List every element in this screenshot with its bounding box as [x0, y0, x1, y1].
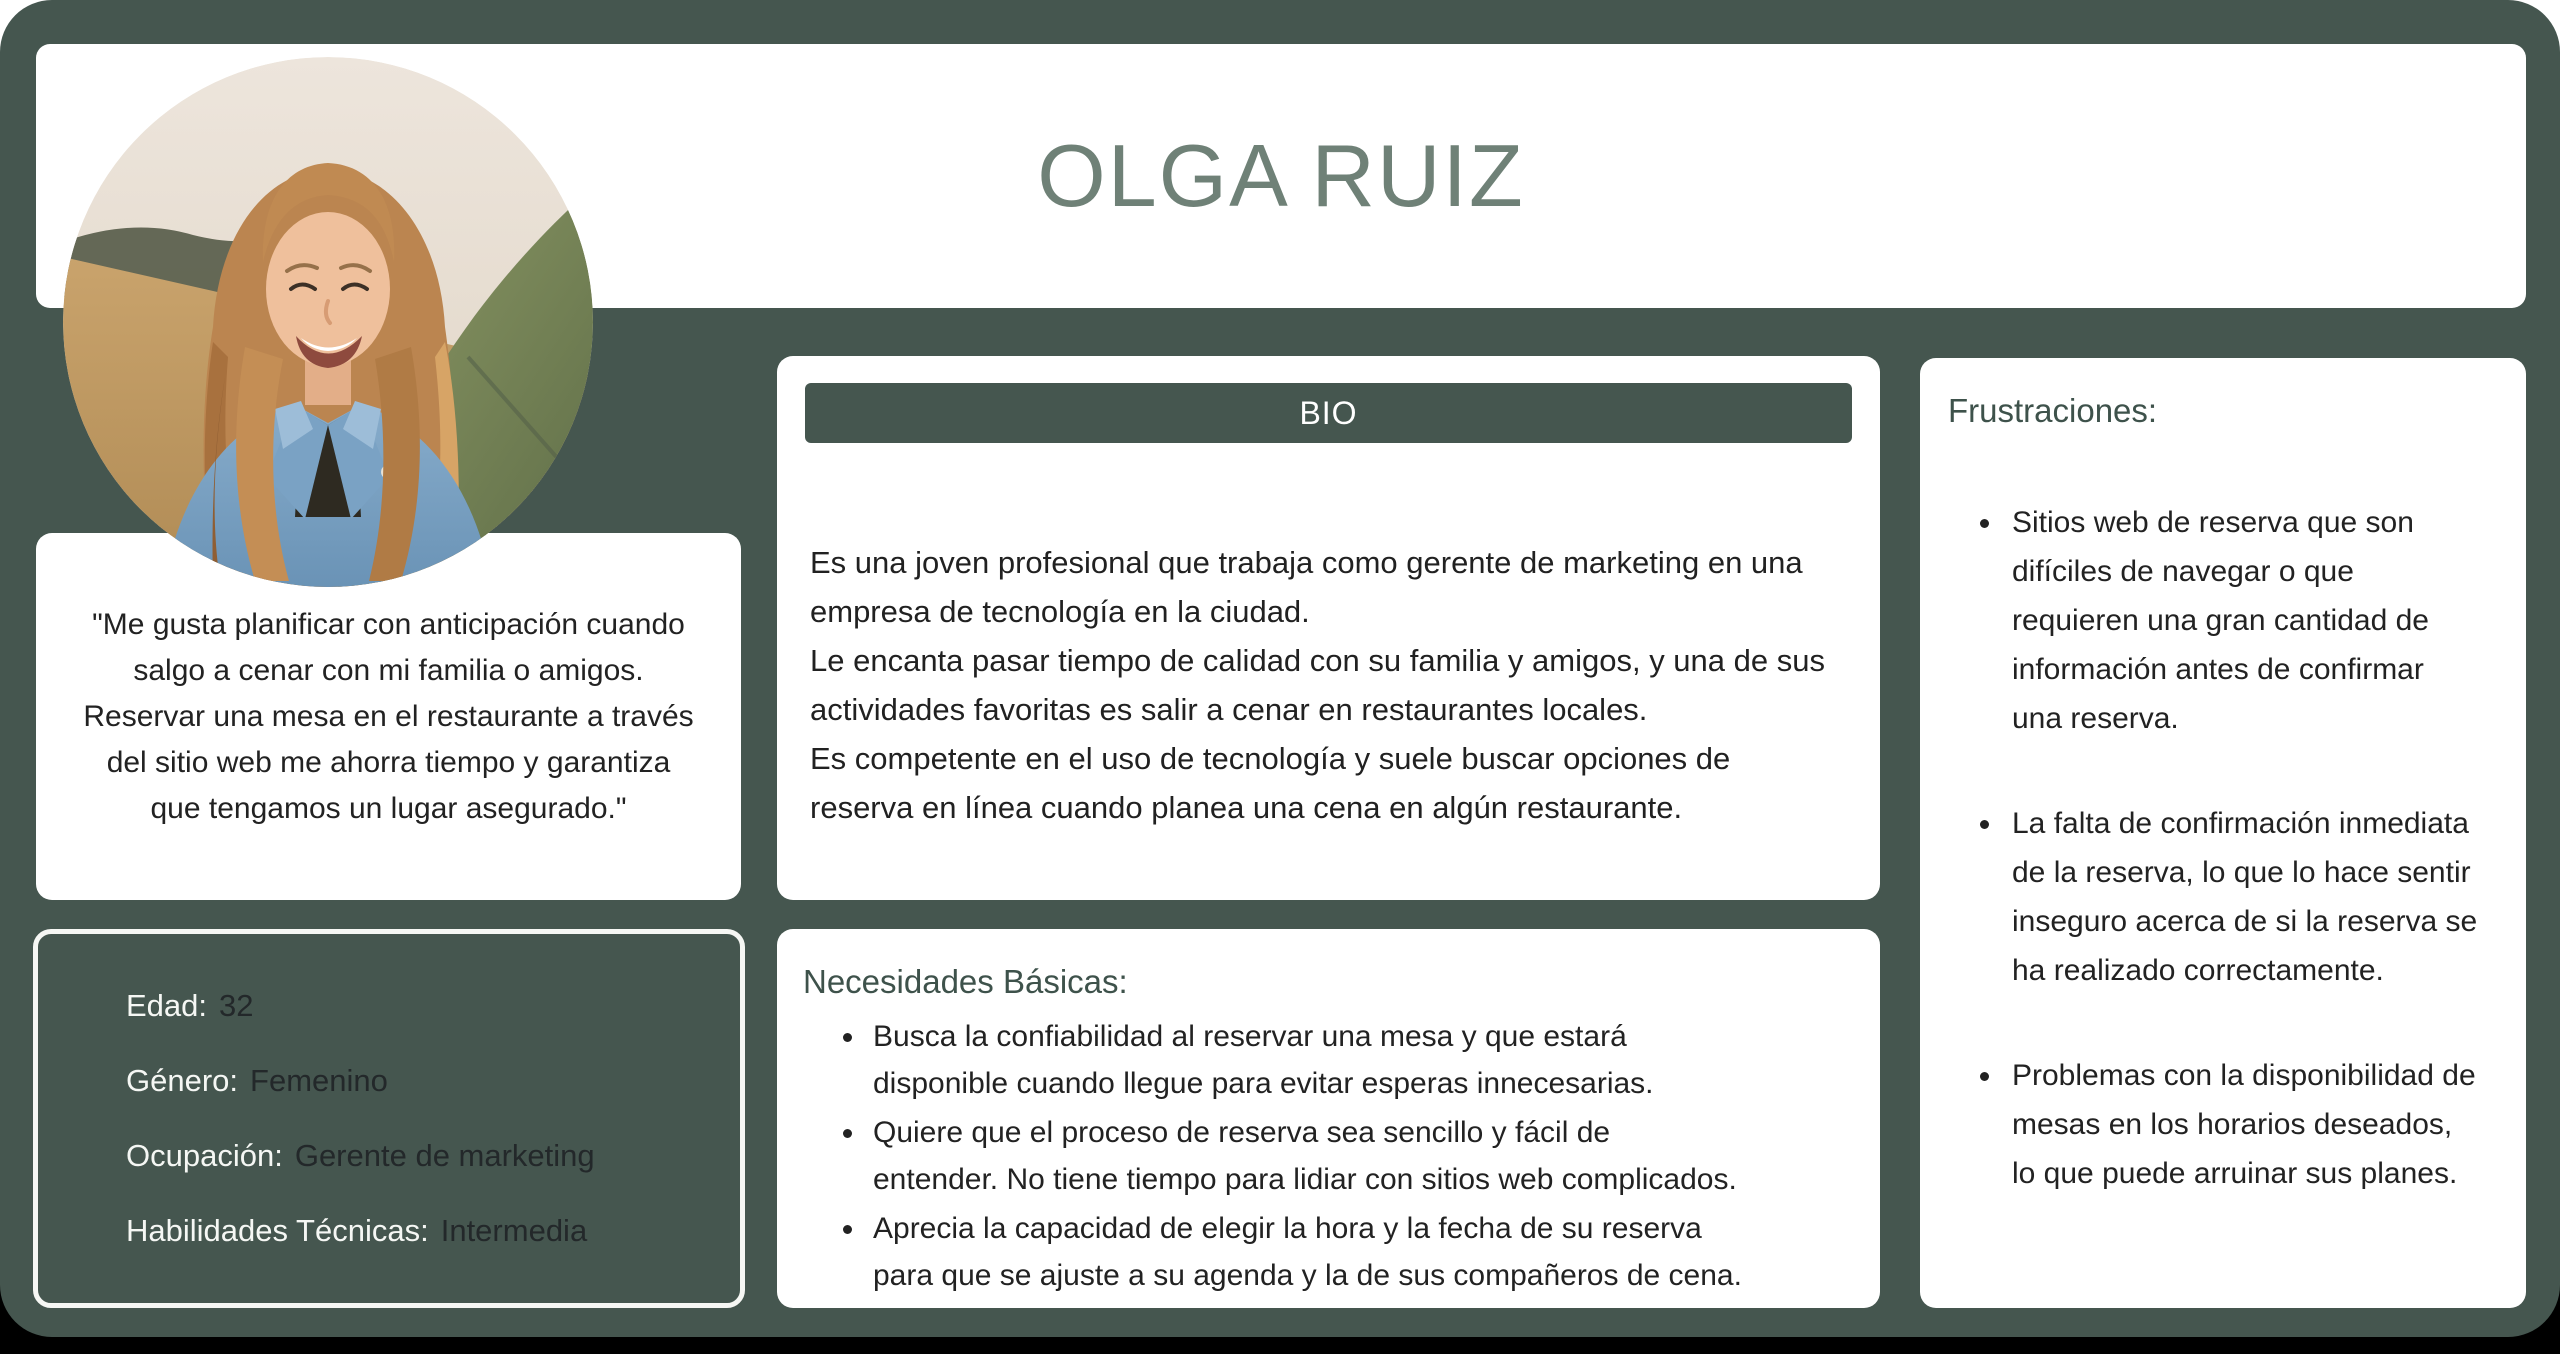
detail-row-ocupacion	[126, 1136, 710, 1176]
bio-paragraph: Le encanta pasar tiempo de calidad con su familia y amigos, y una de sus actividades favoritas es salir a cenar en restaurantes locales.	[810, 643, 1825, 727]
quote-card	[36, 533, 741, 900]
bio-section-header	[805, 383, 1852, 443]
frustrations-list	[1948, 498, 2482, 1198]
list-item: • Busca la confiabilidad al reservar una mesa y que estará disponible cuando llegue para evitar esperas innecesarias.	[867, 1013, 1743, 1107]
detail-label: Habilidades Técnicas:	[126, 1213, 429, 1248]
list-item: • Aprecia la capacidad de elegir la hora y la fecha de su reserva para que se ajuste a su agenda y la de sus compañeros de cena.	[867, 1205, 1743, 1299]
list-item: • Quiere que el proceso de reserva sea sencillo y fácil de entender. No tiene tiempo para lidiar con sitios web complicados.	[867, 1109, 1743, 1203]
bio-section-title: BIO	[1299, 394, 1358, 431]
detail-row-habilidades	[126, 1211, 710, 1251]
list-item: • Problemas con la disponibilidad de mesas en los horarios deseados, lo que puede arruinar sus planes.	[2004, 1051, 2482, 1198]
list-item: • La falta de confirmación inmediata de la reserva, lo que lo hace sentir inseguro acerca de si la reserva se ha realizado correctamente.	[2004, 799, 2482, 995]
detail-value: Gerente de marketing	[294, 1138, 595, 1173]
persona-name: OLGA RUIZ	[1037, 126, 1525, 225]
avatar-photo-illustration	[63, 57, 593, 587]
quote-text: "Me gusta planificar con anticipación cuando salgo a cenar con mi familia o amigos. Reservar una mesa en el restaurante a través del sitio web me ahorra tiempo y garantiza que tengamos un lugar asegurado."	[83, 607, 694, 825]
detail-value: Femenino	[250, 1063, 388, 1098]
list-item: • Sitios web de reserva que son difíciles de navegar o que requieren una gran cantidad de información antes de confirmar una reserva.	[2004, 498, 2482, 743]
bio-paragraph: Es competente en el uso de tecnología y suele buscar opciones de reserva en línea cuando planea una cena en algún restaurante.	[810, 741, 1731, 825]
bio-paragraph: Es una joven profesional que trabaja como gerente de marketing en una empresa de tecnología en la ciudad.	[810, 545, 1803, 629]
basic-needs-card	[777, 929, 1880, 1308]
frustrations-title: Frustraciones:	[1948, 392, 2158, 429]
bio-card	[777, 356, 1880, 900]
detail-label: Ocupación:	[126, 1138, 283, 1173]
basic-needs-title: Necesidades Básicas:	[803, 963, 1128, 1000]
detail-label: Edad:	[126, 988, 208, 1023]
basic-needs-list	[803, 1013, 1743, 1299]
detail-value: 32	[219, 988, 254, 1023]
detail-row-edad	[126, 986, 710, 1026]
detail-label: Género:	[126, 1063, 239, 1098]
bio-text	[810, 538, 1830, 832]
frustrations-card	[1920, 358, 2526, 1308]
avatar	[63, 57, 593, 587]
detail-row-genero	[126, 1061, 710, 1101]
detail-value: Intermedia	[440, 1213, 588, 1248]
details-card	[33, 929, 745, 1308]
